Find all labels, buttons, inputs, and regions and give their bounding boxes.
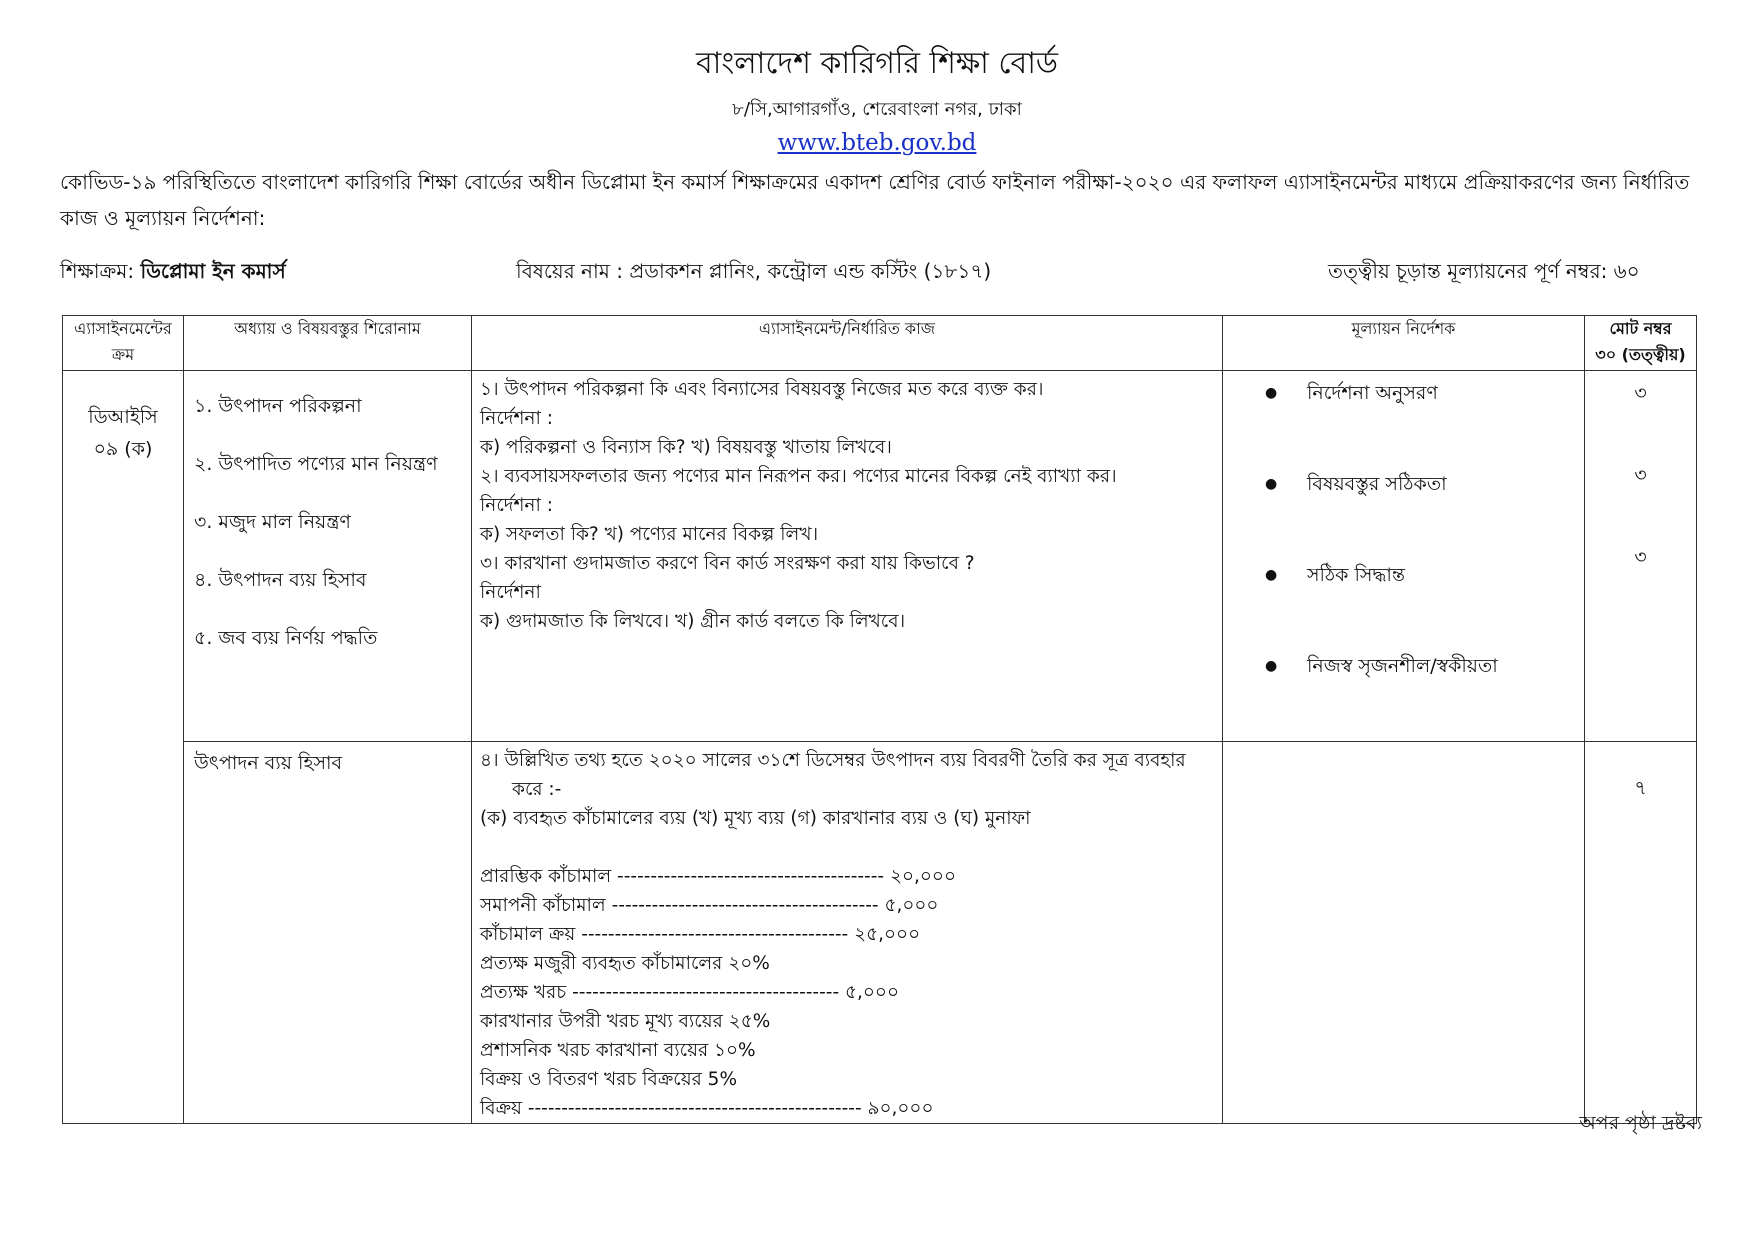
task-line: করে :- <box>512 779 562 800</box>
data-line: প্রত্যক্ষ মজুরী ব্যবহৃত কাঁচামালের ২০% <box>480 953 770 974</box>
task-line: ৪। উল্লিখিত তথ্য হতে ২০২০ সালের ৩১শে ডিসেম্বর উৎপাদন ব্যয় বিবরণী তৈরি কর সূত্র ব্যবহার <box>480 750 1186 771</box>
criteria-item: ● সঠিক সিদ্ধান্ত <box>1273 559 1574 650</box>
table-header-row <box>63 316 1697 371</box>
chapter-item: ৪. উৎপাদন ব্যয় হিসাব <box>194 569 367 591</box>
header-total-label: মোট নম্বর <box>1609 319 1672 338</box>
website-link[interactable]: www.bteb.gov.bd <box>777 130 977 156</box>
evaluation-criteria <box>1223 371 1585 742</box>
chapter-item: উৎপাদন ব্যয় হিসাব <box>194 752 343 774</box>
task-line: (ক) ব্যবহৃত কাঁচামালের ব্যয় (খ) মূখ্য ব্যয় (গ) কারখানার ব্যয় ও (ঘ) মুনাফা <box>480 808 1031 829</box>
chapter-list <box>184 742 472 1124</box>
assignment-code-line: ডিআইসি <box>88 406 158 428</box>
data-line: কারখানার উপরী খরচ মূখ্য ব্যয়ের ২৫% <box>480 1011 771 1032</box>
intro-paragraph: কোভিড-১৯ পরিস্থিতিতে বাংলাদেশ কারিগরি শিক্ষা বোর্ডের অধীন ডিপ্লোমা ইন কমার্স শিক্ষাক্রমের একাদশ শ্রেণির বোর্ড ফাইনাল পরীক্ষা-২০২০ এর ফলাফল এ্যাসাইনমেন্টর মাধ্যমে প্রক্রিয়াকরণের জন্য নির্ধারিত কাজ ও মূল্যায়ন নির্দেশনা: <box>60 170 1690 230</box>
subject-name: বিষয়ের নাম : প্রডাকশন প্লানিং, কন্ট্রোল এন্ড কস্টিং (১৮১৭) <box>516 259 992 283</box>
criteria-item: ● বিষয়বস্তুর সঠিকতা <box>1273 468 1574 559</box>
task-line: ৩। কারখানা গুদামজাত করণে বিন কার্ড সংরক্ষণ করা যায় কিভাবে ? <box>480 553 975 574</box>
assignment-code-line: ০৯ (ক) <box>93 438 153 460</box>
header-chapter: অধ্যায় ও বিষয়বস্তুর শিরোনাম <box>184 316 472 371</box>
marks-value: ৩ <box>1634 382 1647 404</box>
spacer <box>480 833 1214 862</box>
task-line: নির্দেশনা : <box>480 408 553 429</box>
task-line: ২। ব্যবসায়সফলতার জন্য পণ্যের মান নিরূপন কর। পণ্যের মানের বিকল্প নেই ব্যাখ্যা কর। <box>480 466 1117 487</box>
table-row <box>63 742 1697 1124</box>
task-line: ক) সফলতা কি? খ) পণ্যের মানের বিকল্প লিখ। <box>480 524 819 545</box>
data-line: কাঁচামাল ক্রয় ---------------------------------------- ২৫,০০০ <box>480 924 921 945</box>
header-serial: এ্যাসাইনমেন্টের ক্রম <box>63 316 184 371</box>
data-line: বিক্রয় ও বিতরণ খরচ বিক্রয়ের 5% <box>480 1069 738 1090</box>
table-row <box>63 371 1697 742</box>
chapter-item: ৫. জব ব্যয় নির্ণয় পদ্ধতি <box>194 627 378 649</box>
full-marks: তত্ত্বীয় চূড়ান্ত মূল্যায়নের পূর্ণ নম্বর: ৬০ <box>1328 259 1640 283</box>
task-line: ১। উৎপাদন পরিকল্পনা কি এবং বিন্যাসের বিষয়বস্তু নিজের মত করে ব্যক্ত কর। <box>480 379 1044 400</box>
curriculum-label: শিক্ষাক্রম: <box>60 259 135 283</box>
header-total-value: ৩০ (তত্ত্বীয়) <box>1595 345 1686 364</box>
board-address: ৮/সি,আগারগাঁও, শেরেবাংলা নগর, ঢাকা <box>732 99 1022 120</box>
data-line: বিক্রয় -------------------------------------------------- ৯০,০০০ <box>480 1098 934 1119</box>
continued-note: অপর পৃষ্ঠা দ্রষ্টব্য <box>1579 1112 1702 1134</box>
marks-value: ৩ <box>1634 464 1647 486</box>
chapter-list <box>184 371 472 742</box>
chapter-item: ২. উৎপাদিত পণ্যের মান নিয়ন্ত্রণ <box>194 453 438 475</box>
chapter-item: ১. উৎপাদন পরিকল্পনা <box>194 395 362 417</box>
marks-cell <box>1585 742 1697 1124</box>
data-line: প্রত্যক্ষ খরচ ---------------------------------------- ৫,০০০ <box>480 982 899 1003</box>
criteria-item: ● নিজস্ব সৃজনশীল/স্বকীয়তা <box>1273 650 1574 741</box>
assignment-table <box>62 315 1697 1124</box>
website-line <box>0 128 1754 158</box>
curriculum-value: ডিপ্লোমা ইন কমার্স <box>140 259 286 283</box>
marks-cell <box>1585 371 1697 742</box>
task-line: ক) পরিকল্পনা ও বিন্যাস কি? খ) বিষয়বস্তু খাতায় লিখবে। <box>480 437 892 458</box>
chapter-item: ৩. মজুদ মাল নিয়ন্ত্রণ <box>194 511 351 533</box>
header-criteria: মূল্যায়ন নির্দেশক <box>1223 316 1585 371</box>
board-title: বাংলাদেশ কারিগরি শিক্ষা বোর্ড <box>695 46 1059 81</box>
evaluation-criteria-empty <box>1223 742 1585 1124</box>
task-line: নির্দেশনা : <box>480 495 553 516</box>
header-total <box>1585 316 1697 371</box>
assignment-code <box>63 371 184 1124</box>
marks-value: ৭ <box>1634 777 1647 799</box>
task-line: নির্দেশনা <box>480 582 541 603</box>
curriculum-line <box>60 256 286 286</box>
marks-value: ৩ <box>1634 546 1647 568</box>
header-assignment: এ্যাসাইনমেন্ট/নির্ধারিত কাজ <box>472 316 1223 371</box>
data-line: প্রারম্ভিক কাঁচামাল ---------------------------------------- ২০,০০০ <box>480 866 956 887</box>
assignment-tasks <box>472 371 1223 742</box>
data-line: প্রশাসনিক খরচ কারখানা ব্যয়ের ১০% <box>480 1040 756 1061</box>
data-line: সমাপনী কাঁচামাল ---------------------------------------- ৫,০০০ <box>480 895 939 916</box>
assignment-tasks <box>472 742 1223 1124</box>
task-line: ক) গুদামজাত কি লিখবে। খ) গ্রীন কার্ড বলতে কি লিখবে। <box>480 611 906 632</box>
criteria-item: ● নির্দেশনা অনুসরণ <box>1273 377 1574 468</box>
